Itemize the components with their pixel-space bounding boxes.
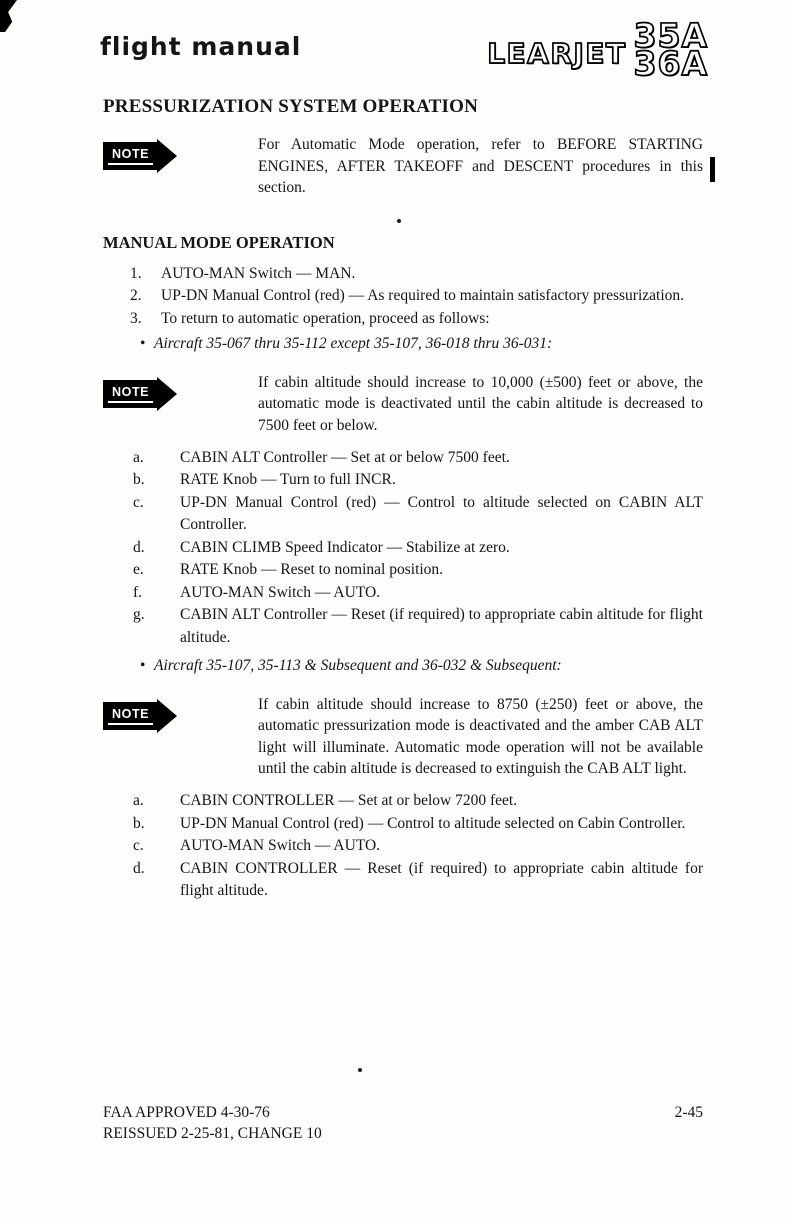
- substep-text: RATE Knob — Turn to full INCR.: [180, 471, 396, 489]
- note-label: NOTE: [103, 142, 158, 170]
- learjet-logo: [487, 16, 708, 84]
- substep-text: CABIN CONTROLLER — Set at or below 7200 feet.: [180, 792, 518, 810]
- substep-text: CABIN ALT Controller — Set at or below 7500 feet.: [180, 448, 510, 466]
- bullet-marker: •: [140, 657, 146, 675]
- page-footer: [103, 1102, 703, 1144]
- substep-item: [133, 835, 703, 858]
- faa-approved-line: FAA APPROVED 4-30-76: [103, 1104, 270, 1121]
- logo-brand-text: LEARJET: [487, 36, 627, 70]
- note-flag-column: [103, 372, 258, 437]
- note-arrow-icon: [157, 699, 177, 733]
- aircraft-variant-text: Aircraft 35-107, 35-113 & Subsequent and 36-032 & Subsequent:: [154, 657, 562, 675]
- step-number: 2.: [130, 287, 142, 305]
- step-text: UP-DN Manual Control (red) — As required to maintain satisfactory pressurization.: [161, 287, 685, 305]
- revision-change-bar: [710, 157, 715, 182]
- lettered-steps-2: [103, 790, 703, 903]
- note-block-2: [103, 372, 703, 437]
- note-icon: [103, 377, 177, 411]
- substep-letter: b.: [133, 814, 145, 832]
- substep-text: RATE Knob — Reset to nominal position.: [180, 561, 444, 579]
- logo-model-numbers: [633, 16, 708, 84]
- substep-text: CABIN CONTROLLER — Reset (if required) to appropriate cabin altitude for flight altitude.: [180, 859, 703, 900]
- aircraft-variant-bullet-1: [140, 333, 703, 356]
- note-text: For Automatic Mode operation, refer to BEFORE STARTING ENGINES, AFTER TAKEOFF and DESCENT procedures in this section.: [258, 136, 703, 197]
- step-item: [130, 285, 703, 308]
- note-arrow-icon: [157, 377, 177, 411]
- step-number: 3.: [130, 309, 142, 327]
- substep-text: UP-DN Manual Control (red) — Control to altitude selected on Cabin Controller.: [180, 814, 686, 832]
- aircraft-variant-bullet-2: [140, 655, 703, 678]
- substep-text: AUTO-MAN Switch — AUTO.: [180, 583, 381, 601]
- section-heading: MANUAL MODE OPERATION: [103, 232, 335, 252]
- substep-item: [133, 582, 703, 605]
- substep-item: [133, 604, 703, 649]
- substep-letter: e.: [133, 561, 144, 579]
- scan-dot: [397, 219, 401, 223]
- aircraft-variant-text: Aircraft 35-067 thru 35-112 except 35-107, 36-018 thru 36-031:: [154, 335, 553, 353]
- note-text: If cabin altitude should increase to 8750 (±250) feet or above, the automatic pressurization mode is deactivated and the amber CAB ALT light will illuminate. Automatic mode operation will not be available until the cabin altitude is decreased to extinguish the CAB ALT light.: [258, 695, 703, 778]
- bullet-marker: •: [140, 335, 146, 353]
- note-flag-column: [103, 134, 258, 199]
- note-label: NOTE: [103, 380, 158, 408]
- substep-item: [133, 469, 703, 492]
- numbered-steps: [103, 263, 703, 331]
- scan-dot: [358, 1068, 362, 1072]
- substep-letter: a.: [133, 448, 144, 466]
- logo-model-35a: 35A: [633, 16, 708, 55]
- substep-text: UP-DN Manual Control (red) — Control to altitude selected on CABIN ALT Controller.: [180, 493, 703, 534]
- substep-item: [133, 447, 703, 470]
- note-block-1: [103, 134, 703, 199]
- substep-letter: d.: [133, 538, 145, 556]
- substep-item: [133, 492, 703, 537]
- substep-item: [133, 790, 703, 813]
- substep-text: CABIN ALT Controller — Reset (if required) to appropriate cabin altitude for flight altitude.: [180, 606, 703, 646]
- logo-model-36a: 36A: [633, 44, 708, 84]
- note-icon: [103, 139, 177, 173]
- page-number: 2-45: [674, 1104, 703, 1121]
- page-title: PRESSURIZATION SYSTEM OPERATION: [103, 96, 479, 118]
- footer-revision-info: [103, 1102, 322, 1144]
- substep-letter: b.: [133, 471, 145, 489]
- substep-letter: f.: [133, 583, 143, 601]
- page-header: [0, 0, 792, 84]
- note-text: If cabin altitude should increase to 10,000 (±500) feet or above, the automatic mode is deactivated until the cabin altitude is decreased to 7500 feet or below.: [258, 373, 703, 435]
- substep-letter: d.: [133, 859, 145, 877]
- lettered-steps-1: [103, 447, 703, 650]
- step-item: [130, 263, 703, 286]
- page-content: [0, 96, 792, 902]
- substep-letter: c.: [133, 493, 144, 511]
- step-number: 1.: [130, 264, 142, 282]
- note-icon: [103, 699, 177, 733]
- step-text: AUTO-MAN Switch — MAN.: [161, 264, 356, 282]
- reissued-line: REISSUED 2-25-81, CHANGE 10: [103, 1125, 322, 1142]
- substep-letter: c.: [133, 837, 144, 855]
- substep-text: AUTO-MAN Switch — AUTO.: [180, 837, 381, 855]
- note-arrow-icon: [157, 139, 177, 173]
- substep-item: [133, 537, 703, 560]
- substep-text: CABIN CLIMB Speed Indicator — Stabilize at zero.: [180, 538, 510, 556]
- step-item: [130, 308, 703, 331]
- substep-item: [133, 858, 703, 903]
- manual-title: flight manual: [100, 32, 302, 61]
- note-block-3: [103, 694, 703, 780]
- step-text: To return to automatic operation, proceed as follows:: [161, 309, 490, 327]
- substep-item: [133, 559, 703, 582]
- note-flag-column: [103, 694, 258, 780]
- substep-letter: g.: [133, 606, 145, 624]
- note-label: NOTE: [103, 702, 158, 730]
- substep-letter: a.: [133, 792, 144, 810]
- substep-item: [133, 813, 703, 836]
